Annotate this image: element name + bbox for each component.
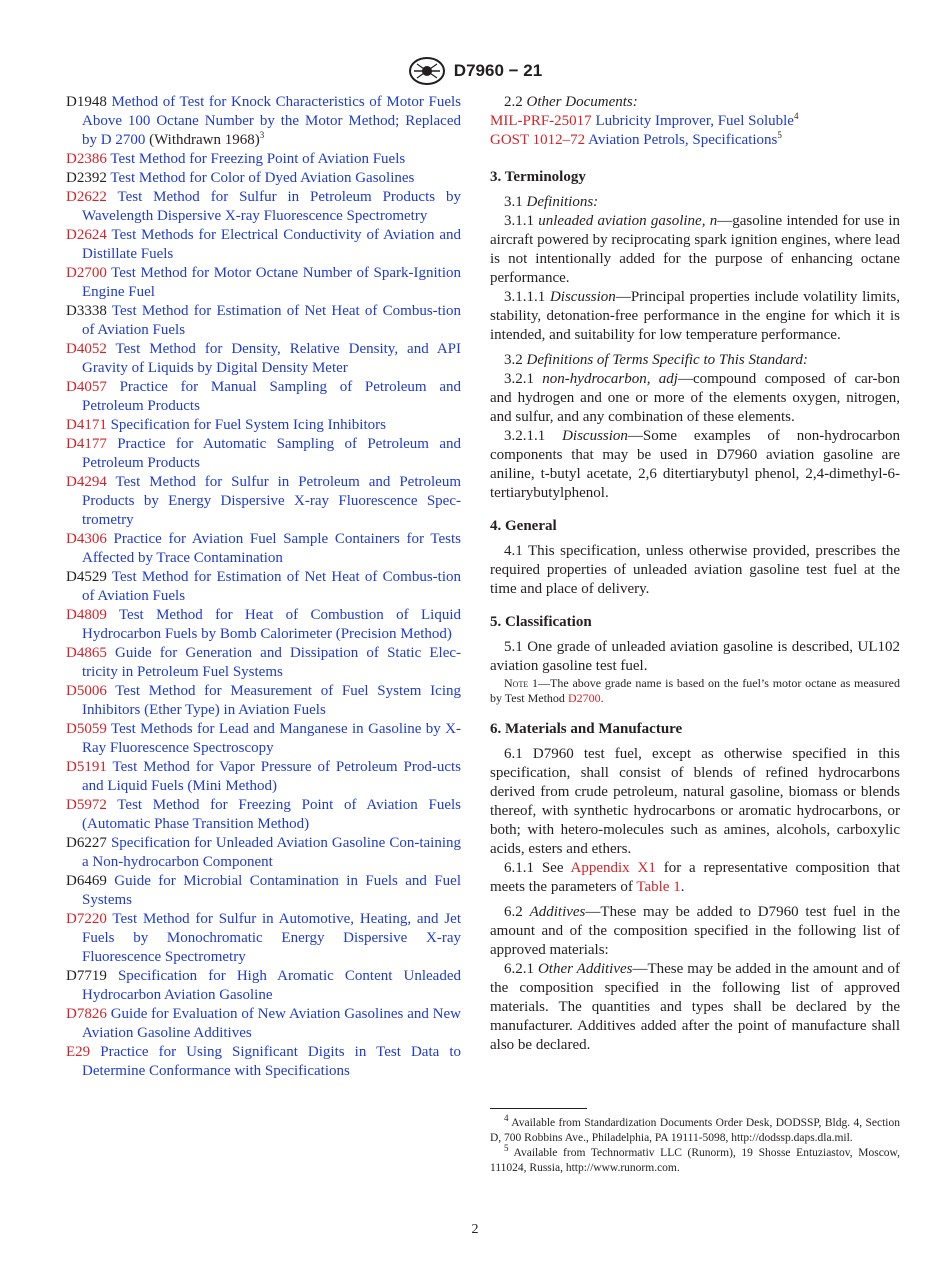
right-column (490, 93, 900, 1055)
reference-item[interactable] (66, 416, 461, 435)
reference-code[interactable]: D5972 (66, 797, 107, 813)
reference-code[interactable]: D4294 (66, 474, 107, 490)
page-number: 2 (471, 1222, 479, 1237)
reference-item[interactable] (66, 796, 461, 834)
section-heading-materials: 6. Materials and Manufacture (490, 721, 683, 737)
reference-code[interactable]: D6227 (66, 835, 107, 851)
reference-code[interactable]: D2624 (66, 227, 107, 243)
reference-code[interactable]: D2392 (66, 170, 107, 186)
reference-code[interactable]: D7719 (66, 968, 107, 984)
reference-title[interactable]: Test Methods for Electrical Conductivity of Aviation and Distillate Fuels (82, 227, 461, 262)
reference-title[interactable]: Test Method for Sulfur in Petroleum Products by Wavelength Dispersive X-ray Fluorescence Spectrometry (82, 189, 461, 224)
footnotes (490, 1113, 900, 1176)
reference-suffix: (Withdrawn 1968) (145, 132, 260, 148)
reference-item[interactable] (66, 188, 461, 226)
reference-code[interactable]: D6469 (66, 873, 107, 889)
reference-title[interactable]: Practice for Aviation Fuel Sample Containers for Tests Affected by Trace Contamination (82, 531, 462, 566)
paragraph: 4.1 This specification, unless otherwise provided, prescribes the required properties of unleaded aviation gasoline test fuel at the time and place of delivery. (490, 543, 900, 597)
reference-title[interactable]: Practice for Using Significant Digits in Test Data to Determine Conformance with Specifications (82, 1044, 461, 1079)
reference-code[interactable]: D4809 (66, 607, 107, 623)
reference-code[interactable]: D7220 (66, 911, 107, 927)
reference-code[interactable]: E29 (66, 1044, 91, 1060)
note: Note 1—The above grade name is based on the fuel’s motor octane as measured by Test Method D2700. (490, 676, 901, 705)
reference-code[interactable]: D3338 (66, 303, 107, 319)
reference-item[interactable] (66, 264, 461, 302)
reference-title[interactable]: Test Method for Heat of Combustion of Liquid Hydrocarbon Fuels by Bomb Calorimeter (Precision Method) (82, 607, 461, 642)
note-link[interactable]: D2700 (567, 691, 601, 705)
reference-item[interactable] (66, 758, 461, 796)
reference-item[interactable] (66, 150, 461, 169)
reference-title[interactable]: Guide for Microbial Contamination in Fuels and Fuel Systems (82, 873, 461, 908)
paragraph: 3.1.1.1 Discussion—Principal properties include volatility limits, stability, detonation-free performance in the engine for which it is intended, and suitability for low temperature performance. (490, 289, 901, 343)
footnote: $^5$ Available from Technormativ LLC (Runorm), 19 Shosse Entuziastov, Moscow, 111024, Russia, http://www.runorm.com. (490, 1143, 900, 1174)
reference-item[interactable] (66, 1005, 461, 1043)
paragraph: 3.2.1 non-hydrocarbon, adj—compound composed of car-bon and hydrogen and one or more of the elements oxygen, nitrogen, and sulfur, and any combination of these elements. (490, 371, 900, 425)
reference-item[interactable] (66, 435, 461, 473)
reference-item[interactable] (66, 1043, 461, 1081)
reference-title[interactable]: Method of Test for Knock Characteristics of Motor Fuels Above 100 Octane Number by the Motor Method; Replaced by D 2700 (82, 94, 462, 148)
paragraph: 6.2.1 Other Additives—These may be added in the amount and of the composition specified in the following list of approved materials. The quantities and types shall be declared by the manufacturer. Additives added after the point of manufacture shall also be declared. (490, 961, 900, 1053)
reference-code[interactable]: D1948 (66, 94, 107, 110)
reference-title[interactable]: Test Method for Freezing Point of Aviation Fuels (Automatic Phase Transition Method) (82, 797, 461, 832)
reference-code[interactable]: D5006 (66, 683, 107, 699)
reference-code[interactable]: D4177 (66, 436, 107, 452)
paragraph: 3.1 Definitions: (504, 194, 599, 210)
reference-code[interactable]: D4529 (66, 569, 107, 585)
reference-item[interactable] (66, 834, 461, 872)
reference-code[interactable]: D2386 (66, 151, 107, 167)
other-doc-item[interactable]: MIL-PRF-25017 Lubricity Improver, Fuel Soluble$^4$ (490, 111, 799, 129)
table-link[interactable]: Table 1 (636, 879, 681, 895)
reference-title[interactable]: Test Method for Sulfur in Automotive, Heating, and Jet Fuels by Monochromatic Energy Dispersive X-ray Fluorescence Spectrometry (82, 911, 461, 965)
paragraph: 5.1 One grade of unleaded aviation gasoline is described, UL102 aviation gasoline test fuel. (490, 639, 900, 674)
other-documents: 2.2 Other Documents: MIL-PRF-25017 Lubricity Improver, Fuel Soluble$^4$ GOST 1012–72 Aviation Petrols, Specifications$^5$ (490, 93, 900, 150)
reference-item[interactable] (66, 302, 461, 340)
reference-item[interactable] (66, 473, 461, 530)
section-heading-classification: 5. Classification (490, 614, 592, 630)
reference-code[interactable]: D4865 (66, 645, 107, 661)
reference-code[interactable]: D5191 (66, 759, 107, 775)
reference-item[interactable] (66, 340, 461, 378)
reference-title[interactable]: Test Method for Vapor Pressure of Petroleum Prod-ucts and Liquid Fuels (Mini Method) (82, 759, 462, 794)
reference-code[interactable]: D7826 (66, 1006, 107, 1022)
reference-item[interactable] (66, 967, 461, 1005)
reference-title[interactable]: Guide for Generation and Dissipation of Static Elec-tricity in Petroleum Fuel Systems (82, 645, 461, 680)
reference-code[interactable]: D2622 (66, 189, 107, 205)
paragraph: 6.1 D7960 test fuel, except as otherwise specified in this specification, shall consist of blends of refined hydrocarbons derived from crude petroleum, natural gasoline, biomass or blends thereof, with synthetic hydrocarbons or aromatic hydrocarbons, or both; with hetero-molecules such as amines, alcohols, carboxylic acids, esters and ethers. (490, 746, 900, 857)
reference-item[interactable] (66, 644, 461, 682)
reference-code[interactable]: D4057 (66, 379, 107, 395)
section-heading-general: 4. General (490, 518, 557, 534)
paragraph: 3.1.1 unleaded aviation gasoline, n—gasoline intended for use in aircraft powered by reciprocating spark ignition engines, where lead is not intentionally added for the purpose of enhancing octane performance. (490, 213, 900, 286)
reference-item[interactable] (66, 872, 461, 910)
paragraph: 6.1.1 See Appendix X1 for a representative composition that meets the parameters of Table 1. (490, 860, 900, 895)
reference-title[interactable]: Test Method for Estimation of Net Heat of Combus-tion of Aviation Fuels (82, 569, 462, 604)
reference-code[interactable]: D5059 (66, 721, 107, 737)
footnote-ref: 3 (259, 130, 265, 140)
reference-title[interactable]: Test Methods for Lead and Manganese in Gasoline by X-Ray Fluorescence Spectroscopy (82, 721, 461, 756)
referenced-documents-list (66, 93, 461, 1081)
reference-item[interactable] (66, 568, 461, 606)
reference-item[interactable] (66, 169, 461, 188)
reference-item[interactable] (66, 606, 461, 644)
reference-item[interactable] (66, 226, 461, 264)
reference-title[interactable]: Specification for Fuel System Icing Inhibitors (110, 417, 386, 433)
reference-item[interactable] (66, 378, 461, 416)
section-heading-terminology: 3. Terminology (490, 169, 586, 185)
reference-code[interactable]: D4306 (66, 531, 107, 547)
reference-item[interactable] (66, 530, 461, 568)
paragraph: 3.2.1.1 Discussion—Some examples of non-hydrocarbon components that may be used in D7960 aviation gasoline are aniline, t-butyl acetate, 2,6 ditertiarybutyl phenol, 2,4-dimethyl-6-tertiarybutylphenol. (490, 428, 901, 501)
astm-logo-icon (408, 56, 446, 86)
paragraph: 3.2 Definitions of Terms Specific to This Standard: (504, 352, 808, 368)
reference-title[interactable]: Test Method for Motor Octane Number of Spark-Ignition Engine Fuel (82, 265, 461, 300)
reference-title[interactable]: Test Method for Estimation of Net Heat of Combus-tion of Aviation Fuels (82, 303, 462, 338)
reference-title[interactable]: Specification for High Aromatic Content Unleaded Hydrocarbon Aviation Gasoline (82, 968, 461, 1003)
reference-title[interactable]: Test Method for Sulfur in Petroleum and Petroleum Products by Energy Dispersive X-ray Fluorescence Spec-trometry (82, 474, 461, 528)
reference-title[interactable]: Test Method for Measurement of Fuel System Icing Inhibitors (Ether Type) in Aviation Fuels (82, 683, 461, 718)
reference-title[interactable]: Specification for Unleaded Aviation Gasoline Con-taining a Non-hydrocarbon Component (82, 835, 462, 870)
document-designation: D7960 − 21 (453, 61, 543, 80)
reference-item[interactable] (66, 910, 461, 967)
reference-title[interactable]: Practice for Automatic Sampling of Petroleum and Petroleum Products (82, 436, 461, 471)
reference-item[interactable] (66, 720, 461, 758)
reference-item[interactable] (66, 93, 461, 150)
footnote-divider (490, 1108, 587, 1109)
appendix-link[interactable]: Appendix X1 (570, 860, 656, 876)
reference-code[interactable]: D4052 (66, 341, 107, 357)
paragraph: 6.2 Additives—These may be added to D7960 test fuel in the amount and of the composition specified in the following list of approved materials: (490, 904, 901, 958)
reference-title[interactable]: Practice for Manual Sampling of Petroleum and Petroleum Products (82, 379, 461, 414)
reference-code[interactable]: D2700 (66, 265, 107, 281)
reference-title[interactable]: Guide for Evaluation of New Aviation Gasolines and New Aviation Gasoline Additives (82, 1006, 462, 1041)
footnote: $^4$ Available from Standardization Documents Order Desk, DODSSP, Bldg. 4, Section D, 700 Robbins Ave., Philadelphia, PA 19111-5098, http://dodssp.daps.dla.mil. (490, 1113, 900, 1144)
page-header (0, 56, 950, 86)
other-doc-item[interactable]: GOST 1012–72 Aviation Petrols, Specifications$^5$ (490, 130, 782, 148)
reference-code[interactable]: D4171 (66, 417, 107, 433)
reference-title[interactable]: Test Method for Color of Dyed Aviation Gasolines (110, 170, 415, 186)
reference-item[interactable] (66, 682, 461, 720)
reference-title[interactable]: Test Method for Freezing Point of Aviation Fuels (110, 151, 406, 167)
reference-title[interactable]: Test Method for Density, Relative Density, and API Gravity of Liquids by Digital Density Meter (82, 341, 461, 376)
